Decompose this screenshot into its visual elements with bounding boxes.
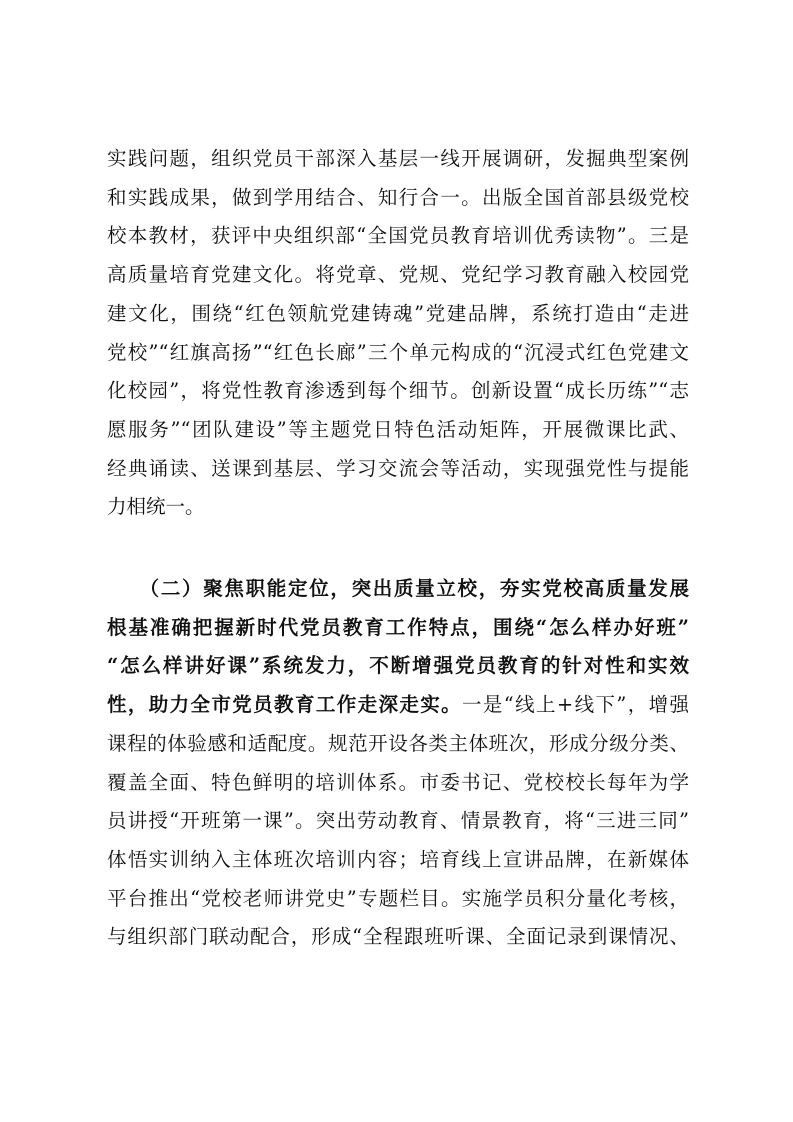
- text-line: 愿服务”“团队建设”等主题党日特色活动矩阵，开展微课比武、: [107, 417, 689, 441]
- paragraph-2: [107, 570, 689, 957]
- text-line: [107, 686, 689, 725]
- text-segment: 一是“线上+线下”，增强: [462, 693, 689, 717]
- text-line: 员讲授“开班第一课”。突出劳动教育、情景教育，将“三进三同”: [107, 809, 689, 833]
- text-line: 与组织部门联动配合，形成“全程跟班听课、全面记录到课情况、: [107, 925, 689, 949]
- text-line: 党校”“红旗高扬”“红色长廊”三个单元构成的“沉浸式红色党建文: [107, 340, 689, 364]
- text-line: 和实践成果，做到学用结合、知行合一。出版全国首部县级党校: [107, 185, 689, 209]
- section-heading-line: 根基准确把握新时代党员教育工作特点，围绕“怎么样办好班”: [107, 615, 689, 639]
- text-line: 校本教材，获评中央组织部“全国党员教育培训优秀读物”。三是: [107, 224, 689, 248]
- text-line: 平台推出“党校老师讲党史”专题栏目。实施学员积分量化考核，: [107, 886, 689, 910]
- section-heading-line: “怎么样讲好课”系统发力，不断增强党员教育的针对性和实效: [107, 654, 689, 678]
- text-line: 实践问题，组织党员干部深入基层一线开展调研，发掘典型案例: [107, 147, 689, 170]
- text-line: 覆盖全面、特色鲜明的培训体系。市委书记、党校校长每年为学: [107, 770, 689, 794]
- section-heading-line: （二）聚焦职能定位，突出质量立校，夯实党校高质量发展: [107, 577, 689, 600]
- paragraph-1: [107, 140, 689, 527]
- text-line: 力相统一。: [107, 495, 205, 519]
- text-line: 经典诵读、送课到基层、学习交流会等活动，实现强党性与提能: [107, 456, 689, 480]
- text-line: 高质量培育党建文化。将党章、党规、党纪学习教育融入校园党: [107, 263, 689, 287]
- section-heading-tail: 性，助力全市党员教育工作走深走实。: [107, 693, 462, 717]
- text-line: 建文化，围绕“红色领航党建铸魂”党建品牌，系统打造由“走进: [107, 301, 689, 325]
- text-line: 课程的体验感和适配度。规范开设各类主体班次，形成分级分类、: [107, 731, 689, 755]
- text-line: 化校园”，将党性教育渗透到每个细节。创新设置“成长历练”“志: [107, 379, 689, 403]
- text-line: 体悟实训纳入主体班次培训内容；培育线上宣讲品牌，在新媒体: [107, 847, 689, 871]
